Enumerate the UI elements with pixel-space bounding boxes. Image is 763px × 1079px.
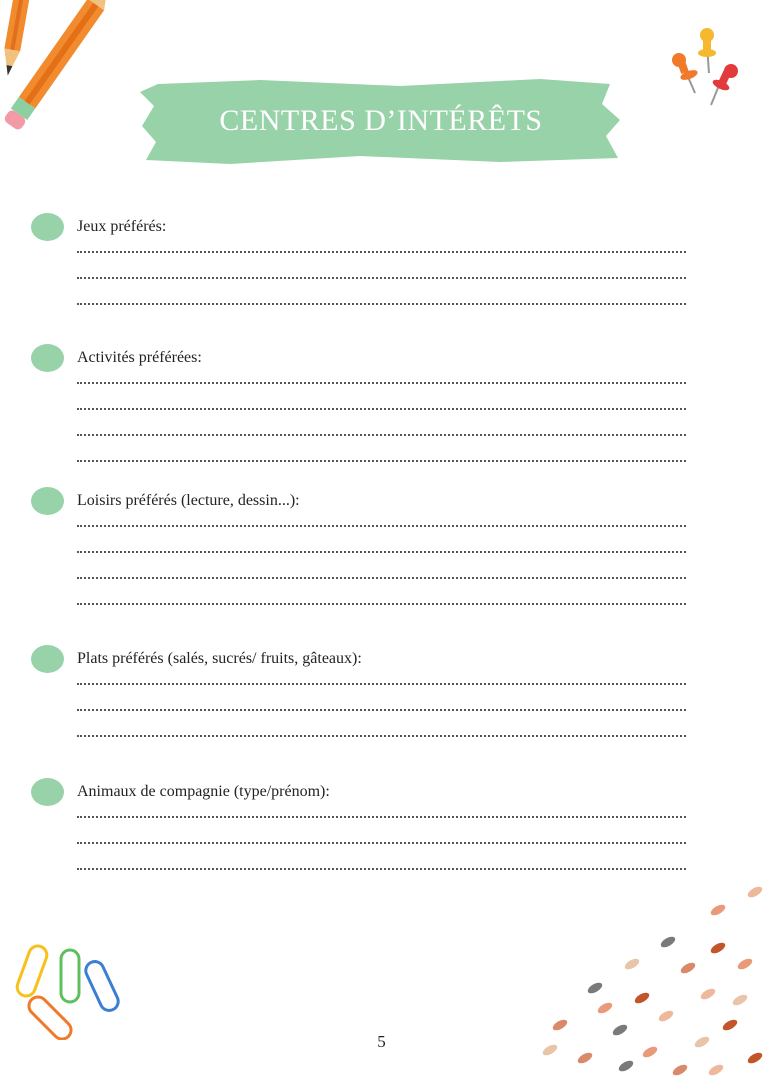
writing-line — [77, 842, 686, 844]
confetti-dot — [746, 885, 763, 900]
confetti-dot — [699, 987, 717, 1002]
writing-line — [77, 603, 686, 605]
section-label: Animaux de compagnie (type/prénom): — [77, 783, 330, 800]
writing-line — [77, 382, 686, 384]
confetti-dot — [657, 1009, 675, 1024]
confetti-dot — [746, 1051, 763, 1066]
section-label: Plats préférés (salés, sucrés/ fruits, gâteaux): — [77, 650, 362, 667]
bullet-dot — [31, 344, 64, 372]
confetti-dot — [721, 1018, 739, 1033]
section-label: Loisirs préférés (lecture, dessin...): — [77, 492, 300, 509]
writing-line — [77, 816, 686, 818]
writing-line — [77, 735, 686, 737]
writing-line — [77, 683, 686, 685]
bullet-dot — [31, 778, 64, 806]
confetti-dot — [709, 941, 727, 956]
writing-line — [77, 868, 686, 870]
writing-line — [77, 408, 686, 410]
push-pin-icon — [665, 25, 745, 115]
bullet-dot — [31, 487, 64, 515]
bullet-dot — [31, 645, 64, 673]
confetti-dot — [617, 1059, 635, 1074]
confetti-dot — [659, 935, 677, 950]
writing-line — [77, 709, 686, 711]
section-label: Jeux préférés: — [77, 218, 167, 235]
confetti-dot — [709, 903, 727, 918]
writing-line — [77, 551, 686, 553]
confetti-dot — [633, 991, 651, 1006]
bullet-dot — [31, 213, 64, 241]
writing-line — [77, 277, 686, 279]
pencil-icon — [0, 0, 110, 170]
confetti-dot — [623, 957, 641, 972]
confetti-dot — [551, 1018, 569, 1033]
writing-line — [77, 525, 686, 527]
section-label: Activités préférées: — [77, 349, 202, 366]
confetti-dot — [731, 993, 749, 1008]
writing-line — [77, 460, 686, 462]
writing-line — [77, 303, 686, 305]
confetti-dot — [679, 961, 697, 976]
confetti-dot — [586, 981, 604, 996]
writing-line — [77, 251, 686, 253]
page-title: CENTRES D’INTÉRÊTS — [219, 104, 543, 137]
paper-clip-icon — [15, 940, 125, 1040]
confetti-dot — [576, 1051, 594, 1066]
confetti-dot — [596, 1001, 614, 1016]
confetti-dot — [671, 1063, 689, 1078]
writing-line — [77, 577, 686, 579]
page-number: 5 — [377, 1032, 386, 1051]
confetti-dot — [707, 1063, 725, 1078]
writing-line — [77, 434, 686, 436]
confetti-dot — [736, 957, 754, 972]
